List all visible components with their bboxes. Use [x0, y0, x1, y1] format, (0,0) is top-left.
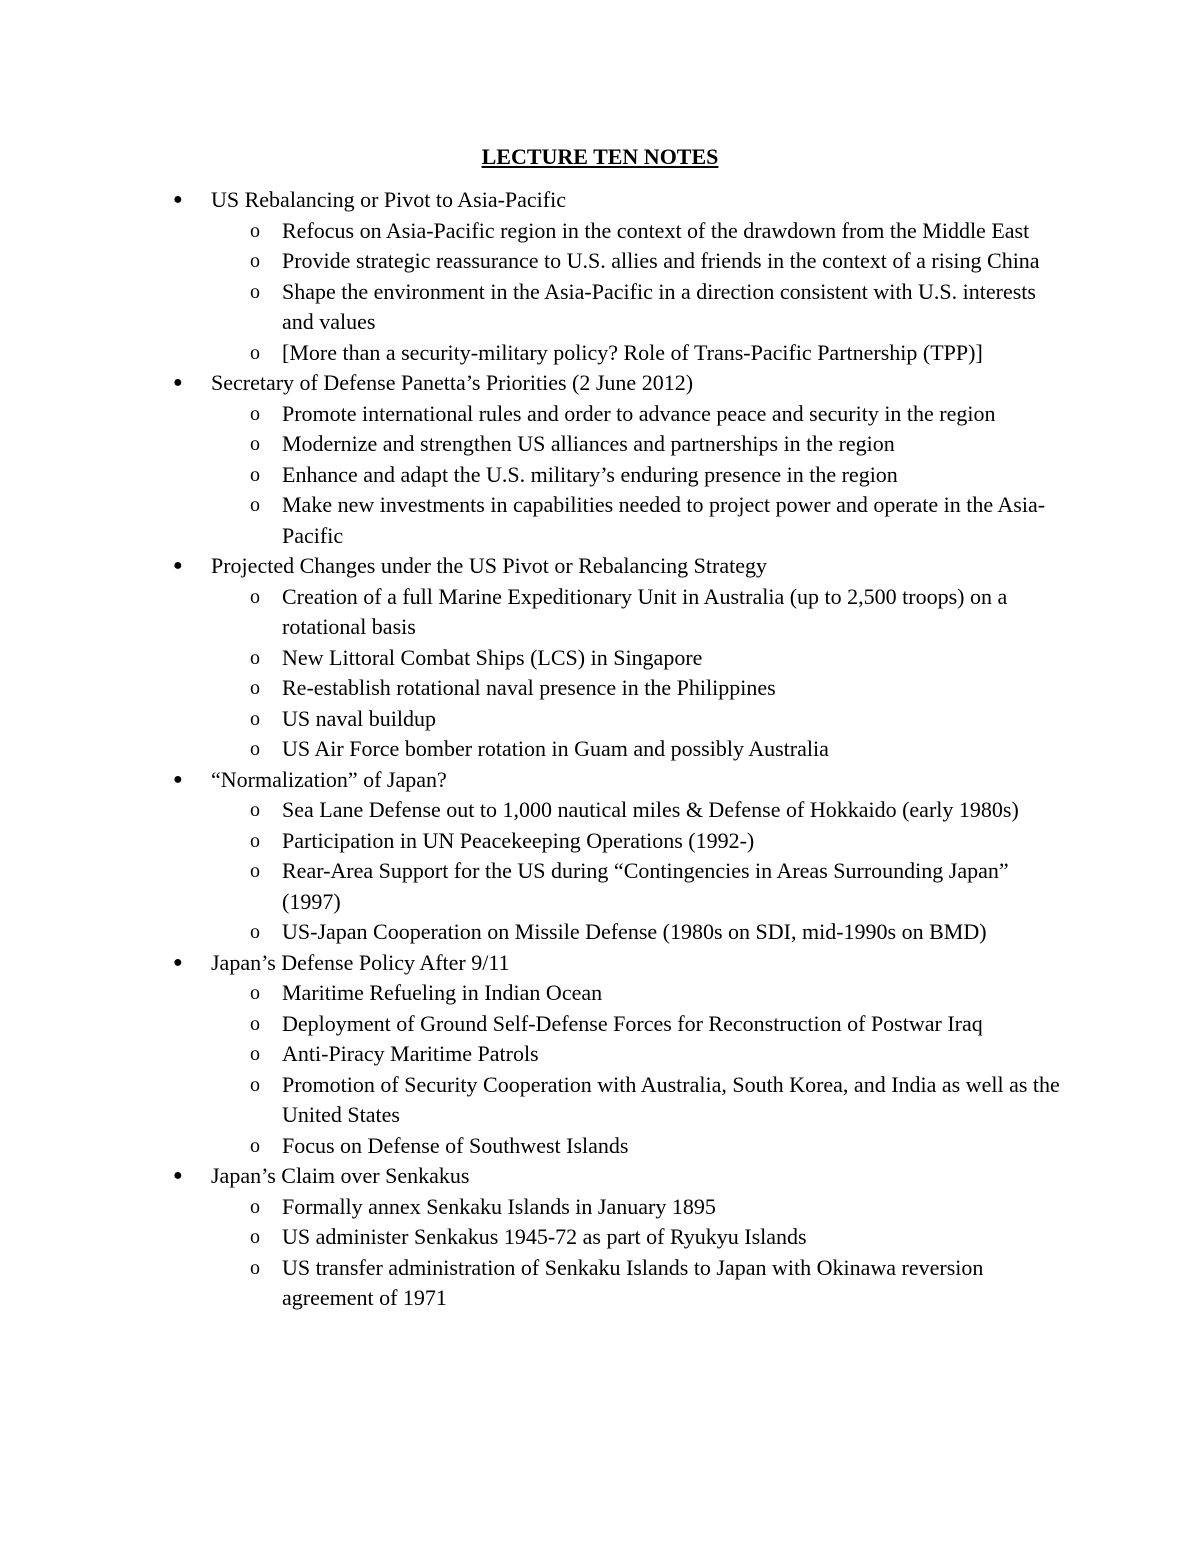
bullet-circle-icon: o — [250, 280, 260, 303]
list-item: o Provide strategic reassurance to U.S. allies and friends in the context of a rising China — [0, 246, 1072, 277]
list-item: o Promotion of Security Cooperation with Australia, South Korea, and India as well as the United States — [250, 1071, 1060, 1127]
list-item: o New Littoral Combat Ships (LCS) in Singapore — [0, 643, 1072, 674]
bullet-circle-icon: o — [250, 829, 260, 852]
bullet-circle-icon: o — [250, 738, 260, 760]
bullet-circle-icon: o — [250, 250, 260, 272]
list-item: o Re-establish rotational naval presence in the Philippines — [0, 673, 1072, 704]
list-item: o Shape the environment in the Asia-Pacific in a direction consistent with U.S. interests and values — [250, 278, 1036, 334]
bullet-dot-icon: ● — [173, 770, 183, 788]
bullet-circle-icon: o — [250, 1043, 260, 1065]
section-heading: ● Projected Changes under the US Pivot or Rebalancing Strategy — [0, 551, 1071, 582]
bullet-circle-icon: o — [250, 585, 260, 608]
bullet-circle-icon: o — [250, 1073, 260, 1096]
bullet-circle-icon: o — [250, 707, 260, 730]
list-item: o [More than a security-military policy? Role of Trans-Pacific Partnership (TPP)] — [0, 338, 1072, 369]
bullet-circle-icon: o — [250, 463, 260, 486]
notes-outline — [0, 185, 1200, 1314]
list-item: o Modernize and strengthen US alliances and partnerships in the region — [0, 429, 1072, 460]
list-item: o Make new investments in capabilities needed to project power and operate in the Asia-Pacific — [250, 492, 1046, 548]
list-item: o Anti-Piracy Maritime Patrols — [0, 1039, 1072, 1070]
section-heading: ● “Normalization” of Japan? — [0, 765, 1071, 796]
list-item: o Refocus on Asia-Pacific region in the context of the drawdown from the Middle East — [0, 216, 1072, 247]
list-item: o US Air Force bomber rotation in Guam and possibly Australia — [0, 734, 1072, 765]
bullet-circle-icon: o — [250, 219, 260, 242]
list-item: o Sea Lane Defense out to 1,000 nautical miles & Defense of Hokkaido (early 1980s) — [0, 795, 1072, 826]
bullet-dot-icon: ● — [173, 374, 183, 391]
list-item: o Deployment of Ground Self-Defense Forces for Reconstruction of Postwar Iraq — [0, 1009, 1072, 1040]
bullet-circle-icon: o — [250, 1256, 260, 1279]
bullet-circle-icon: o — [250, 646, 260, 669]
bullet-circle-icon: o — [250, 341, 260, 364]
bullet-circle-icon: o — [250, 799, 260, 821]
list-item: o US administer Senkakus 1945-72 as part of Ryukyu Islands — [0, 1222, 1072, 1253]
list-item: o Formally annex Senkaku Islands in January 1895 — [0, 1192, 1072, 1223]
bullet-circle-icon: o — [250, 494, 260, 516]
list-item: o Creation of a full Marine Expeditionary Unit in Australia (up to 2,500 troops) on a rotational basis — [250, 583, 1008, 639]
bullet-circle-icon: o — [250, 1195, 260, 1218]
bullet-circle-icon: o — [250, 1134, 260, 1157]
list-item: o Participation in UN Peacekeeping Operations (1992-) — [0, 826, 1072, 857]
bullet-circle-icon: o — [250, 677, 260, 699]
list-item: o Maritime Refueling in Indian Ocean — [0, 978, 1072, 1009]
bullet-circle-icon: o — [250, 1012, 260, 1035]
list-item: o Promote international rules and order to advance peace and security in the region — [0, 399, 1072, 430]
list-item: o US-Japan Cooperation on Missile Defense (1980s on SDI, mid-1990s on BMD) — [0, 917, 1072, 948]
bullet-circle-icon: o — [250, 982, 260, 1004]
section-heading: ● Secretary of Defense Panetta’s Priorities (2 June 2012) — [0, 368, 1071, 399]
bullet-circle-icon: o — [250, 402, 260, 425]
bullet-circle-icon: o — [250, 433, 260, 455]
section-heading: ● US Rebalancing or Pivot to Asia-Pacific — [0, 185, 1071, 216]
page-title: LECTURE TEN NOTES — [481, 144, 719, 169]
bullet-circle-icon: o — [250, 921, 260, 943]
section-heading: ● Japan’s Claim over Senkakus — [0, 1161, 1071, 1192]
bullet-dot-icon: ● — [173, 557, 183, 574]
bullet-dot-icon: ● — [173, 953, 183, 971]
section-heading: ● Japan’s Defense Policy After 9/11 — [0, 948, 1071, 979]
list-item: o US transfer administration of Senkaku Islands to Japan with Okinawa reversion agreement of 1971 — [250, 1254, 984, 1310]
list-item: o Enhance and adapt the U.S. military’s enduring presence in the region — [0, 460, 1072, 491]
list-item: o US naval buildup — [0, 704, 1072, 735]
list-item: o Focus on Defense of Southwest Islands — [0, 1131, 1072, 1162]
bullet-dot-icon: ● — [173, 191, 183, 208]
bullet-dot-icon: ● — [173, 1167, 183, 1184]
list-item: o Rear-Area Support for the US during “Contingencies in Areas Surrounding Japan” (1997) — [250, 858, 1009, 914]
bullet-circle-icon: o — [250, 1226, 260, 1248]
bullet-circle-icon: o — [250, 860, 260, 882]
